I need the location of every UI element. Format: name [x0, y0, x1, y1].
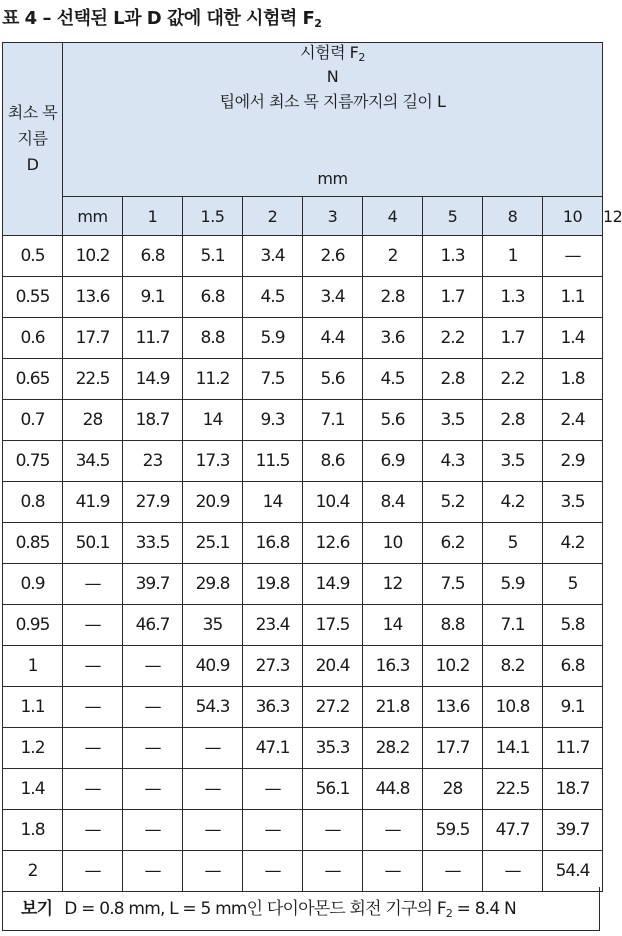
table-row	[3, 851, 603, 892]
force-value-cell: 16.3	[363, 646, 423, 687]
table-header: 최소 목 지름 D 시험력 $F_2$ N 팁에서 최소 목 지름까지의 길이 L mm mm 1 1.5 2 3 4 5 8 10 12	[3, 43, 603, 236]
diameter-header	[3, 43, 63, 236]
force-unit: N	[326, 67, 339, 86]
force-value-cell: 5.6	[363, 400, 423, 441]
force-value-cell: 5.9	[483, 564, 543, 605]
force-value-cell: 2.8	[363, 277, 423, 318]
diameter-cell: 1.4	[3, 769, 63, 810]
force-value-cell: 2.4	[543, 400, 603, 441]
force-value-cell: 59.5	[423, 810, 483, 851]
diameter-label-line: 지름	[17, 129, 48, 148]
force-value-cell: 47.1	[243, 728, 303, 769]
table-row	[3, 400, 603, 441]
force-value-cell: 10.8	[483, 687, 543, 728]
force-value-cell: 14	[183, 400, 243, 441]
force-value-cell: 7.1	[303, 400, 363, 441]
force-value-cell: 10	[363, 523, 423, 564]
force-value-cell: 14	[243, 482, 303, 523]
force-value-cell: 35	[183, 605, 243, 646]
diameter-cell: 1.8	[3, 810, 63, 851]
table-row	[3, 769, 603, 810]
diameter-cell: 0.65	[3, 359, 63, 400]
force-value-cell: —	[423, 851, 483, 892]
length-column-header: 1.5	[183, 197, 243, 236]
force-value-cell: 3.6	[363, 318, 423, 359]
force-value-cell: 4.5	[243, 277, 303, 318]
force-value-cell: 9.1	[543, 687, 603, 728]
force-header	[63, 43, 603, 87]
force-value-cell: 13.6	[423, 687, 483, 728]
force-value-cell: 2.2	[423, 318, 483, 359]
force-subscript: 2	[358, 51, 365, 64]
force-value-cell: —	[183, 810, 243, 851]
force-value-cell: 14.9	[303, 564, 363, 605]
force-value-cell: 3.5	[483, 441, 543, 482]
force-value-cell: 16.8	[243, 523, 303, 564]
force-value-cell: 41.9	[63, 482, 123, 523]
force-value-cell: 5.9	[243, 318, 303, 359]
force-value-cell: 1.3	[423, 236, 483, 277]
force-value-cell: 56.1	[303, 769, 363, 810]
force-value-cell: 17.3	[183, 441, 243, 482]
force-value-cell: 11.7	[123, 318, 183, 359]
force-value-cell: 11.2	[183, 359, 243, 400]
note-text: D = 0.8 mm, L = 5 mm인 다이아몬드 회전 기구의 F	[64, 899, 446, 919]
force-value-cell: 5.2	[423, 482, 483, 523]
force-value-cell: 2.9	[543, 441, 603, 482]
force-value-cell: 50.1	[63, 523, 123, 564]
diameter-cell: 0.55	[3, 277, 63, 318]
diameter-cell: 1.1	[3, 687, 63, 728]
force-value-cell: 54.3	[183, 687, 243, 728]
force-value-cell: 40.9	[183, 646, 243, 687]
table-row	[3, 564, 603, 605]
force-value-cell: 54.4	[543, 851, 603, 892]
diameter-cell: 1	[3, 646, 63, 687]
test-force-table	[2, 42, 622, 892]
force-value-cell: 3.4	[303, 277, 363, 318]
force-value-cell: 10.4	[303, 482, 363, 523]
table-row	[3, 441, 603, 482]
table-body	[3, 236, 603, 892]
force-value-cell: —	[363, 851, 423, 892]
force-value-cell: 28	[63, 400, 123, 441]
diameter-cell: 0.6	[3, 318, 63, 359]
force-value-cell: —	[183, 851, 243, 892]
force-value-cell: 8.8	[183, 318, 243, 359]
force-value-cell: 1.8	[543, 359, 603, 400]
force-value-cell: 7.1	[483, 605, 543, 646]
length-column-header: 2	[243, 197, 303, 236]
force-value-cell: 14	[363, 605, 423, 646]
force-value-cell: 4.4	[303, 318, 363, 359]
caption-subscript: 2	[314, 17, 322, 30]
force-value-cell: —	[123, 687, 183, 728]
table-caption	[2, 4, 321, 34]
force-value-cell: 6.8	[543, 646, 603, 687]
table-row	[3, 810, 603, 851]
force-value-cell: 5.1	[183, 236, 243, 277]
force-value-cell: 2.8	[483, 400, 543, 441]
force-value-cell: —	[123, 728, 183, 769]
diameter-label-line: D	[26, 155, 39, 174]
force-value-cell: 34.5	[63, 441, 123, 482]
force-value-cell: 46.7	[123, 605, 183, 646]
note-subscript: 2	[445, 907, 453, 920]
force-value-cell: 3.5	[543, 482, 603, 523]
diameter-cell: 0.8	[3, 482, 63, 523]
force-value-cell: 5	[483, 523, 543, 564]
force-value-cell: 2	[363, 236, 423, 277]
force-value-cell: 17.7	[423, 728, 483, 769]
length-column-header: 3	[303, 197, 363, 236]
force-value-cell: 4.3	[423, 441, 483, 482]
force-value-cell: 4.2	[483, 482, 543, 523]
force-value-cell: 18.7	[543, 769, 603, 810]
note-label: 보기	[21, 899, 53, 919]
length-column-header: 1	[123, 197, 183, 236]
force-value-cell: 35.3	[303, 728, 363, 769]
force-value-cell: 1	[483, 236, 543, 277]
table-row	[3, 482, 603, 523]
diameter-label-line: 최소 목	[7, 103, 58, 122]
force-value-cell: —	[63, 646, 123, 687]
length-column-header: 10	[543, 197, 603, 236]
force-value-cell: 2.6	[303, 236, 363, 277]
note-text-suffix: = 8.4 N	[452, 899, 516, 919]
force-value-cell: —	[63, 564, 123, 605]
force-value-cell: 29.8	[183, 564, 243, 605]
table-row	[3, 236, 603, 277]
force-value-cell: 6.8	[123, 236, 183, 277]
force-value-cell: 11.5	[243, 441, 303, 482]
force-value-cell: 7.5	[423, 564, 483, 605]
force-value-cell: 6.8	[183, 277, 243, 318]
force-value-cell: —	[123, 851, 183, 892]
force-value-cell: 21.8	[363, 687, 423, 728]
force-value-cell: 3.5	[423, 400, 483, 441]
force-value-cell: 8.4	[363, 482, 423, 523]
length-label: 팁에서 최소 목 지름까지의 길이 L	[63, 86, 603, 160]
force-value-cell: —	[123, 646, 183, 687]
force-value-cell: —	[243, 810, 303, 851]
table-row	[3, 687, 603, 728]
force-value-cell: —	[123, 810, 183, 851]
force-value-cell: 1.7	[423, 277, 483, 318]
force-value-cell: 8.2	[483, 646, 543, 687]
force-value-cell: —	[483, 851, 543, 892]
force-value-cell: 44.8	[363, 769, 423, 810]
force-value-cell: 3.4	[243, 236, 303, 277]
table-row	[3, 728, 603, 769]
force-value-cell: 27.3	[243, 646, 303, 687]
force-value-cell: —	[63, 810, 123, 851]
force-value-cell: 8.8	[423, 605, 483, 646]
force-value-cell: 18.7	[123, 400, 183, 441]
diameter-unit: mm	[63, 197, 123, 236]
force-value-cell: 28.2	[363, 728, 423, 769]
force-value-cell: 9.3	[243, 400, 303, 441]
force-value-cell: 23	[123, 441, 183, 482]
diameter-cell: 0.7	[3, 400, 63, 441]
force-value-cell: 23.4	[243, 605, 303, 646]
force-value-cell: 6.9	[363, 441, 423, 482]
force-value-cell: 22.5	[483, 769, 543, 810]
force-value-cell: 33.5	[123, 523, 183, 564]
length-unit: mm	[63, 160, 603, 197]
force-value-cell: —	[243, 769, 303, 810]
diameter-cell: 0.95	[3, 605, 63, 646]
force-value-cell: 1.1	[543, 277, 603, 318]
force-value-cell: 19.8	[243, 564, 303, 605]
force-value-cell: 47.7	[483, 810, 543, 851]
force-value-cell: 7.5	[243, 359, 303, 400]
force-value-cell: —	[63, 687, 123, 728]
table-row	[3, 277, 603, 318]
force-value-cell: 12.6	[303, 523, 363, 564]
force-value-cell: 10.2	[423, 646, 483, 687]
force-value-cell: 5.8	[543, 605, 603, 646]
force-value-cell: —	[183, 728, 243, 769]
force-value-cell: 25.1	[183, 523, 243, 564]
length-column-header: 8	[483, 197, 543, 236]
force-value-cell: 17.5	[303, 605, 363, 646]
force-value-cell: 11.7	[543, 728, 603, 769]
table-row	[3, 523, 603, 564]
table-row	[3, 318, 603, 359]
force-value-cell: 39.7	[543, 810, 603, 851]
diameter-cell: 0.9	[3, 564, 63, 605]
force-value-cell: 22.5	[63, 359, 123, 400]
force-value-cell: —	[363, 810, 423, 851]
diameter-cell: 0.5	[3, 236, 63, 277]
force-value-cell: 10.2	[63, 236, 123, 277]
force-value-cell: —	[63, 851, 123, 892]
diameter-cell: 1.2	[3, 728, 63, 769]
force-value-cell: —	[123, 769, 183, 810]
force-value-cell: —	[183, 769, 243, 810]
force-value-cell: 27.2	[303, 687, 363, 728]
length-column-header: 5	[423, 197, 483, 236]
force-value-cell: —	[63, 605, 123, 646]
table-row	[3, 605, 603, 646]
force-value-cell: 5	[543, 564, 603, 605]
force-value-cell: —	[63, 728, 123, 769]
force-value-cell: 12	[363, 564, 423, 605]
force-value-cell: 9.1	[123, 277, 183, 318]
length-column-header: 4	[363, 197, 423, 236]
force-value-cell: 4.2	[543, 523, 603, 564]
force-value-cell: —	[303, 810, 363, 851]
force-value-cell: 39.7	[123, 564, 183, 605]
force-value-cell: 28	[423, 769, 483, 810]
force-value-cell: 20.4	[303, 646, 363, 687]
force-label: 시험력 F	[300, 43, 359, 62]
force-value-cell: 14.9	[123, 359, 183, 400]
force-value-cell: 14.1	[483, 728, 543, 769]
force-value-cell: —	[243, 851, 303, 892]
force-value-cell: 6.2	[423, 523, 483, 564]
table-row	[3, 646, 603, 687]
caption-text: 표 4 – 선택된 L과 D 값에 대한 시험력 F	[2, 8, 315, 29]
force-value-cell: 8.6	[303, 441, 363, 482]
force-value-cell: —	[303, 851, 363, 892]
force-value-cell: —	[63, 769, 123, 810]
force-value-cell: 27.9	[123, 482, 183, 523]
force-value-cell: 2.2	[483, 359, 543, 400]
diameter-cell: 2	[3, 851, 63, 892]
force-value-cell: —	[543, 236, 603, 277]
example-note	[2, 887, 600, 931]
force-value-cell: 4.5	[363, 359, 423, 400]
force-value-cell: 1.3	[483, 277, 543, 318]
force-value-cell: 36.3	[243, 687, 303, 728]
force-value-cell: 5.6	[303, 359, 363, 400]
force-value-cell: 20.9	[183, 482, 243, 523]
force-value-cell: 17.7	[63, 318, 123, 359]
table-row	[3, 359, 603, 400]
force-value-cell: 13.6	[63, 277, 123, 318]
force-value-cell: 2.8	[423, 359, 483, 400]
force-value-cell: 1.7	[483, 318, 543, 359]
diameter-cell: 0.75	[3, 441, 63, 482]
force-value-cell: 1.4	[543, 318, 603, 359]
diameter-cell: 0.85	[3, 523, 63, 564]
